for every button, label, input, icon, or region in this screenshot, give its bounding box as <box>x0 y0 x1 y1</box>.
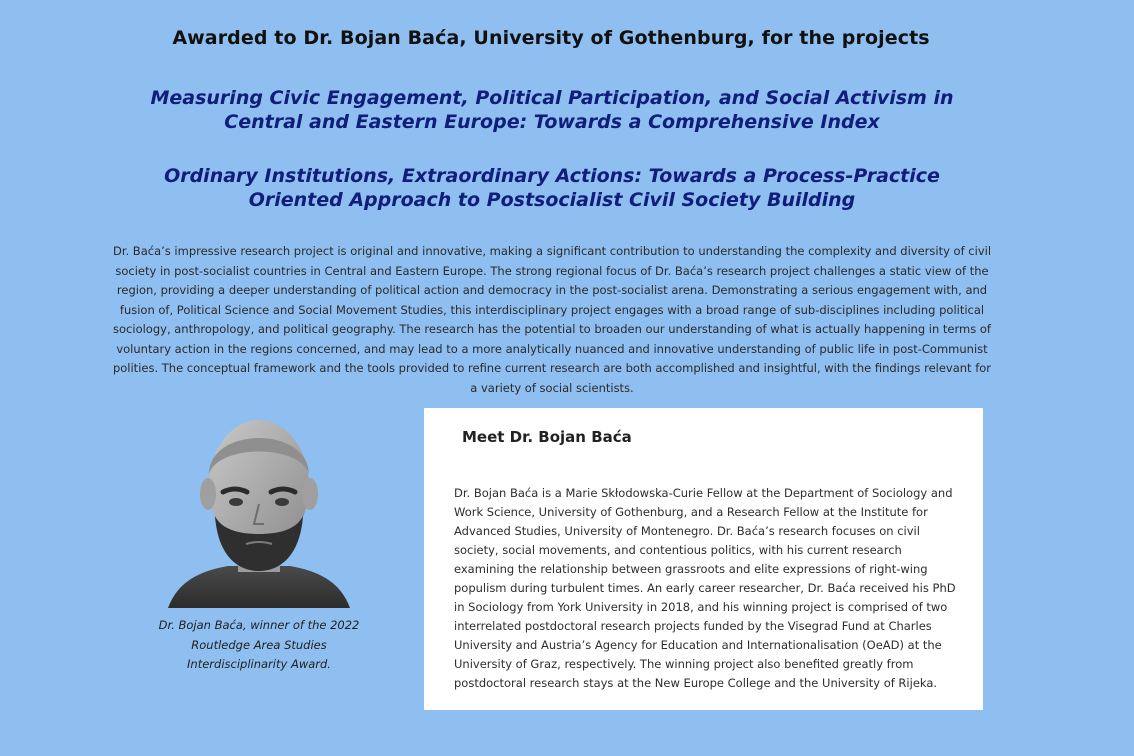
bio-card-body: Dr. Bojan Baća is a Marie Skłodowska-Curie Fellow at the Department of Sociology and Work Science, University of Gothenburg, and a Research Fellow at the Institute for Advanced Studies, University of Montenegro. Dr. Baća’s research focuses on civil society, social movements, and contentious politics, with his current research examining the relationship between grassroots and elite expressions of right-wing populism during turbulent times. An early career researcher, Dr. Baća received his PhD in Sociology from York University in 2018, and his winning project is comprised of two interrelated postdoctoral research projects funded by the Visegrad Fund at Charles University and Austria’s Agency for Education and Internationalisation (OeAD) at the University of Graz, respectively. The winning project also benefited greatly from postdoctoral research stays at the New Europe College and the University of Rijeka. <box>454 486 956 690</box>
project-title-1: Measuring Civic Engagement, Political Participation, and Social Activism in Central and Eastern Europe: Towards a Comprehensive Index <box>150 87 954 133</box>
portrait-caption: Dr. Bojan Baća, winner of the 2022 Routledge Area Studies Interdisciplinarity Award. <box>158 618 360 671</box>
portrait-photo <box>160 406 358 608</box>
bio-card-title: Meet Dr. Bojan Baća <box>462 428 632 446</box>
portrait-illustration <box>160 406 358 608</box>
award-description: Dr. Baća’s impressive research project is original and innovative, making a significant contribution to understanding the complexity and diversity of civil society in post-socialist countries in Central and Eastern Europe. The strong regional focus of Dr. Baća’s research project challenges a static view of the region, providing a deeper understanding of political action and democracy in the post-socialist arena. Demonstrating a serious engagement with, and fusion of, Political Science and Social Movement Studies, this interdisciplinary project engages with a broad range of sub-disciplines including political sociology, anthropology, and political geography. The research has the potential to broaden our understanding of what is actually happening in terms of voluntary action in the regions concerned, and may lead to a more analytically nuanced and innovative understanding of public life in post-Communist polities. The conceptual framework and the tools provided to refine current research are both accomplished and insightful, with the findings relevant for a variety of social scientists. <box>112 244 992 395</box>
project-title-2: Ordinary Institutions, Extraordinary Actions: Towards a Process-Practice Oriented Approach to Postsocialist Civil Society Building <box>164 165 940 211</box>
bio-card <box>424 408 983 710</box>
award-heading: Awarded to Dr. Bojan Baća, University of Gothenburg, for the projects <box>172 27 930 49</box>
